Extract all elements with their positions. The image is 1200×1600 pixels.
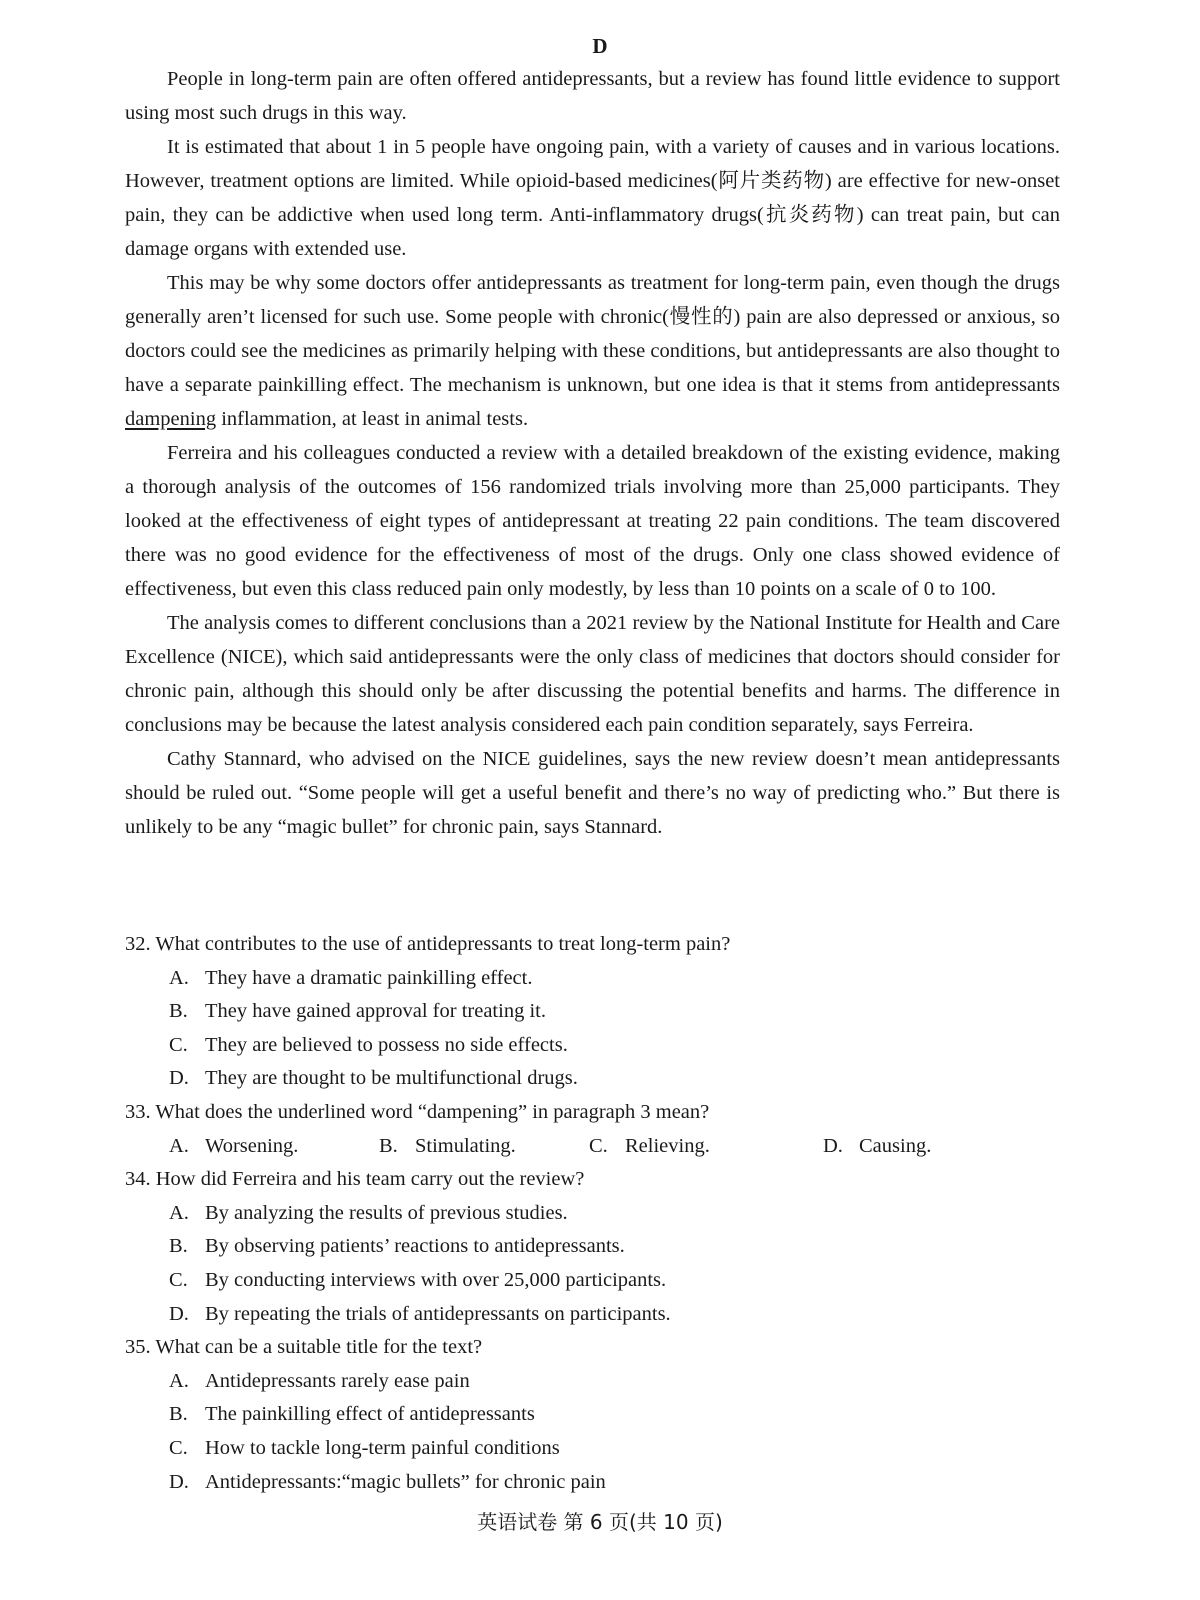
option-b[interactable] [169, 1398, 1060, 1432]
underlined-word: dampening [125, 408, 217, 430]
option-b[interactable] [169, 995, 1060, 1029]
option-c[interactable] [589, 1130, 823, 1164]
question-32 [125, 928, 1060, 1096]
option-text: They have a dramatic painkilling effect. [205, 966, 533, 989]
option-text: By repeating the trials of antidepressants on participants. [205, 1302, 671, 1325]
question-text: What does the underlined word “dampening” in paragraph 3 mean? [155, 1100, 710, 1123]
question-number: 35. [125, 1336, 151, 1359]
option-letter: B. [169, 1000, 188, 1023]
paragraph-1: People in long-term pain are often offered antidepressants, but a review has found little evidence to support using most such drugs in this way. [125, 68, 1060, 124]
question-number: 34. [125, 1168, 151, 1191]
paragraph-2: It is estimated that about 1 in 5 people have ongoing pain, with a variety of causes and in various locations. However, treatment options are limited. While opioid-based medicines(阿片类药物) are effective for new-onset pain, they can be addictive when used long term. Anti-inflammatory drugs(抗炎药物) can treat pain, but can damage organs with extended use. [125, 136, 1060, 260]
option-letter: B. [379, 1134, 398, 1157]
option-letter: D. [169, 1302, 189, 1325]
option-text: How to tackle long-term painful conditions [205, 1436, 560, 1459]
answer-options [125, 962, 1060, 1096]
answer-options [125, 1130, 1060, 1164]
reading-passage [125, 62, 1060, 844]
option-letter: C. [169, 1268, 188, 1291]
option-text: They are thought to be multifunctional drugs. [205, 1067, 578, 1090]
option-text: The painkilling effect of antidepressants [205, 1403, 535, 1426]
option-letter: D. [823, 1134, 843, 1157]
option-text: They are believed to possess no side effects. [205, 1033, 568, 1056]
question-stem [125, 1331, 1060, 1365]
option-d[interactable] [169, 1298, 1060, 1332]
option-text: Antidepressants:“magic bullets” for chronic pain [205, 1470, 606, 1493]
option-letter: D. [169, 1470, 189, 1493]
option-text: Causing. [859, 1134, 932, 1157]
option-c[interactable] [169, 1029, 1060, 1063]
question-text: How did Ferreira and his team carry out the review? [155, 1168, 585, 1191]
paragraph-3-text-before: This may be why some doctors offer antidepressants as treatment for long-term pain, even though the drugs generally aren’t licensed for such use. Some people with chronic(慢性的) pain are also depressed or anxious, so doctors could see the medicines as primarily helping with these conditions, but antidepressants are also thought to have a separate painkilling effect. The mechanism is unknown, but one idea is that it stems from antidepressants [125, 272, 1060, 396]
option-text: By conducting interviews with over 25,000 participants. [205, 1268, 667, 1291]
question-34 [125, 1163, 1060, 1331]
option-letter: D. [169, 1067, 189, 1090]
option-text: Antidepressants rarely ease pain [205, 1369, 470, 1392]
option-text: By analyzing the results of previous studies. [205, 1201, 568, 1224]
question-stem [125, 1096, 1060, 1130]
question-33 [125, 1096, 1060, 1163]
option-letter: A. [169, 1134, 189, 1157]
paragraph-3-text-after: inflammation, at least in animal tests. [216, 408, 529, 430]
paragraph-4: Ferreira and his colleagues conducted a review with a detailed breakdown of the existing evidence, making a thorough analysis of the outcomes of 156 randomized trials involving more than 25,000 participants. They looked at the effectiveness of eight types of antidepressant at treating 22 pain conditions. The team discovered there was no good evidence for the effectiveness of most of the drugs. Only one class showed evidence of effectiveness, but even this class reduced pain only modestly, by less than 10 points on a scale of 0 to 100. [125, 442, 1060, 600]
option-d[interactable] [169, 1466, 1060, 1500]
option-a[interactable] [169, 1130, 379, 1164]
option-c[interactable] [169, 1264, 1060, 1298]
answer-options [125, 1365, 1060, 1499]
option-d[interactable] [169, 1062, 1060, 1096]
question-number: 32. [125, 933, 151, 955]
option-c[interactable] [169, 1432, 1060, 1466]
option-b[interactable] [379, 1130, 589, 1164]
option-letter: C. [169, 1436, 188, 1459]
option-text: Relieving. [625, 1134, 710, 1157]
question-35 [125, 1331, 1060, 1499]
paragraph-5: The analysis comes to different conclusions than a 2021 review by the National Institute for Health and Care Excellence (NICE), which said antidepressants were the only class of medicines that doctors should consider for chronic pain, although this should only be after discussing the potential benefits and harms. The difference in conclusions may be because the latest analysis considered each pain condition separately, says Ferreira. [125, 612, 1060, 736]
paragraph-6: Cathy Stannard, who advised on the NICE guidelines, says the new review doesn’t mean antidepressants should be ruled out. “Some people will get a useful benefit and there’s no way of predicting who.” But there is unlikely to be any “magic bullet” for chronic pain, says Stannard. [125, 748, 1060, 838]
option-letter: A. [169, 1369, 189, 1392]
answer-options [125, 1197, 1060, 1331]
question-stem [125, 1163, 1060, 1197]
option-text: By observing patients’ reactions to antidepressants. [205, 1235, 625, 1258]
question-number: 33. [125, 1100, 151, 1123]
option-letter: B. [169, 1403, 188, 1426]
question-stem [125, 928, 1060, 962]
option-letter: A. [169, 966, 189, 989]
option-letter: C. [169, 1033, 188, 1056]
option-a[interactable] [169, 1365, 1060, 1399]
option-text: Worsening. [205, 1134, 299, 1157]
section-title: D [592, 34, 608, 58]
option-b[interactable] [169, 1230, 1060, 1264]
option-a[interactable] [169, 1197, 1060, 1231]
option-letter: B. [169, 1235, 188, 1258]
option-a[interactable] [169, 962, 1060, 996]
option-letter: C. [589, 1134, 608, 1157]
page-footer: 英语试卷 第 6 页(共 10 页) [477, 1510, 723, 1534]
question-list [125, 928, 1060, 1499]
question-text: What can be a suitable title for the text? [155, 1336, 483, 1359]
paragraph-3 [125, 266, 1060, 436]
option-text: They have gained approval for treating it. [205, 1000, 546, 1023]
option-d[interactable] [823, 1130, 1033, 1164]
option-letter: A. [169, 1201, 189, 1224]
option-text: Stimulating. [415, 1134, 516, 1157]
question-text: What contributes to the use of antidepressants to treat long-term pain? [155, 933, 731, 955]
